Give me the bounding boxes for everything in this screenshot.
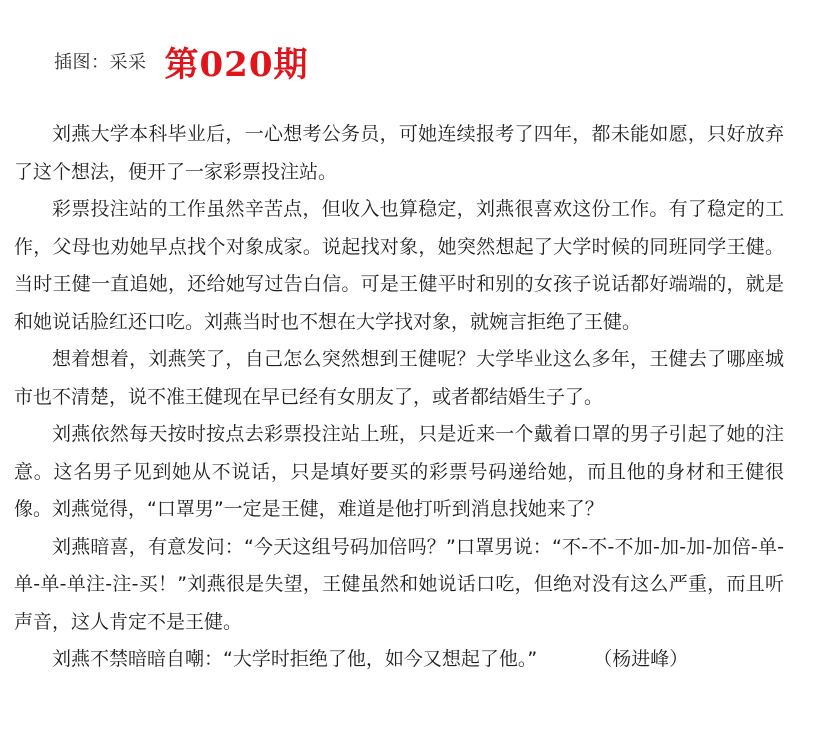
article-body (14, 116, 784, 679)
paragraph-4: 刘燕依然每天按时按点去彩票投注站上班，只是近来一个戴着口罩的男子引起了她的注意。这名男子见到她从不说话，只是填好要买的彩票号码递给她，而且他的身材和王健很像。刘燕觉得，“口罩男”一定是王健，难道是他打听到消息找她来了？ (14, 423, 784, 520)
paragraph-2: 彩票投注站的工作虽然辛苦点，但收入也算稳定，刘燕很喜欢这份工作。有了稳定的工作，父母也劝她早点找个对象成家。说起找对象，她突然想起了大学时候的同班同学王健。当时王健一直追她，还给她写过告白信。可是王健平时和别的女孩子说话都好端端的，就是和她说话脸红还口吃。刘燕当时也不想在大学找对象，就婉言拒绝了王健。 (14, 198, 784, 333)
paragraph-5: 刘燕暗喜，有意发问：“今天这组号码加倍吗？”口罩男说：“不-不-不加-加-加-加倍-单-单-单-单注-注-买！”刘燕很是失望，王健虽然和她说话口吃，但绝对没有这么严重，而且听声音，这人肯定不是王健。 (14, 535, 784, 633)
paragraph-3: 想着想着，刘燕笑了，自己怎么突然想到王健呢？大学毕业这么多年，王健去了哪座城市也不清楚，说不准王健现在早已经有女朋友了，或者都结婚生子了。 (14, 348, 784, 408)
paragraph-1: 刘燕大学本科毕业后，一心想考公务员，可她连续报考了四年，都未能如愿，只好放弃了这个想法，便开了一家彩票投注站。 (14, 123, 784, 183)
issue-number: 第020期 (164, 44, 309, 85)
paragraph-6 (14, 641, 784, 679)
illustration-credit: 插图：采采 (54, 52, 147, 73)
paragraph-6-text: 刘燕不禁暗暗自嘲：“大学时拒绝了他，如今又想起了他。” (52, 648, 538, 670)
author-signature: （杨进峰） (593, 648, 689, 670)
article-header (54, 36, 308, 86)
